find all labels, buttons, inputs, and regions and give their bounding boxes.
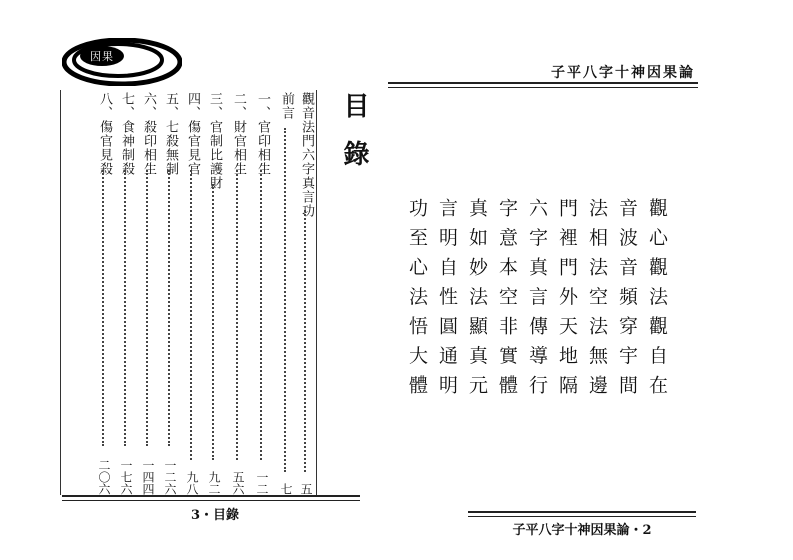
- toc-leader-dots: [212, 184, 214, 460]
- toc-entry-title: 五、七殺無制: [163, 92, 178, 176]
- toc-entry-page: 七: [279, 483, 293, 495]
- toc-entry[interactable]: [138, 90, 158, 495]
- poem-line: 功至心法悟大體: [406, 198, 428, 405]
- toc-entry[interactable]: [116, 90, 136, 495]
- toc-entry-page: 五六: [231, 471, 245, 495]
- toc-entry-page: 九二: [207, 471, 221, 495]
- toc-entry-title: 八、傷官見殺: [97, 92, 112, 176]
- poem-line: 言明自性圓通明: [436, 198, 458, 405]
- header-rule: [388, 82, 698, 84]
- toc-leader-dots: [168, 170, 170, 446]
- page-heading: 目錄: [339, 92, 369, 188]
- page-footer: 3・目錄: [190, 508, 240, 523]
- toc-entry-title: 六、殺印相生: [141, 92, 156, 176]
- left-page: [0, 0, 380, 560]
- poem-line: 字意本空非實體: [496, 198, 518, 405]
- toc-entry-page: 一四四: [141, 459, 155, 495]
- toc-entry-title: 觀音法門六字真言功: [299, 92, 314, 218]
- toc-entry-page: 五: [299, 483, 313, 495]
- toc-entry[interactable]: [94, 90, 114, 495]
- toc-entry[interactable]: [276, 90, 296, 495]
- header-rule: [388, 87, 698, 88]
- toc-entry-page: 二〇六: [97, 459, 111, 495]
- toc-entry[interactable]: [160, 90, 180, 495]
- footer-rule: [468, 511, 696, 513]
- poem-line: 音波音頻穿宇間: [616, 198, 638, 405]
- toc-entry-title: 一、官印相生: [255, 92, 270, 176]
- toc-entry[interactable]: [228, 90, 248, 495]
- toc-entry-title: 四、傷官見官: [185, 92, 200, 176]
- toc-leader-dots: [304, 210, 306, 472]
- poem-line: 真如妙法顯真元: [466, 198, 488, 405]
- toc-entry-page: 一二六: [163, 459, 177, 495]
- toc-entry-page: 一七六: [119, 459, 133, 495]
- toc-entry-title: 七、食神制殺: [119, 92, 134, 176]
- toc-entry-title: 二、財官相生: [231, 92, 246, 176]
- toc-leader-dots: [236, 170, 238, 460]
- toc-entry-title: 三、官制比護財: [207, 92, 222, 190]
- footer-rule: [468, 516, 696, 517]
- toc-leader-dots: [284, 128, 286, 472]
- toc-entry-title: 前言: [279, 92, 294, 120]
- toc-leader-dots: [190, 170, 192, 460]
- poem-line: 觀心觀法觀自在: [646, 198, 668, 405]
- poem-line: 六字真言傳導行: [526, 198, 548, 405]
- toc-entry[interactable]: [296, 90, 316, 495]
- toc-entry[interactable]: [252, 90, 272, 495]
- toc-leader-dots: [124, 170, 126, 446]
- yin-yang-logo-icon: [62, 38, 182, 86]
- toc-entry-page: 九八: [185, 471, 199, 495]
- toc-leader-dots: [146, 170, 148, 446]
- footer-rule: [62, 495, 360, 497]
- toc-entry[interactable]: [204, 90, 224, 495]
- page-footer: 子平八字十神因果論・2: [512, 523, 652, 538]
- toc-border-left: [60, 90, 61, 495]
- toc-border-right: [316, 90, 317, 495]
- poem-line: 門裡門外天地隔: [556, 198, 578, 405]
- toc-entry[interactable]: [182, 90, 202, 495]
- poem-line: 法相法空法無邊: [586, 198, 608, 405]
- toc-entry-page: 一二: [255, 471, 269, 495]
- logo-text: 因果: [90, 50, 114, 63]
- toc-leader-dots: [260, 170, 262, 460]
- footer-rule: [62, 500, 360, 501]
- toc-leader-dots: [102, 170, 104, 446]
- right-page: [380, 0, 793, 560]
- running-header: 子平八字十神因果論: [551, 65, 695, 81]
